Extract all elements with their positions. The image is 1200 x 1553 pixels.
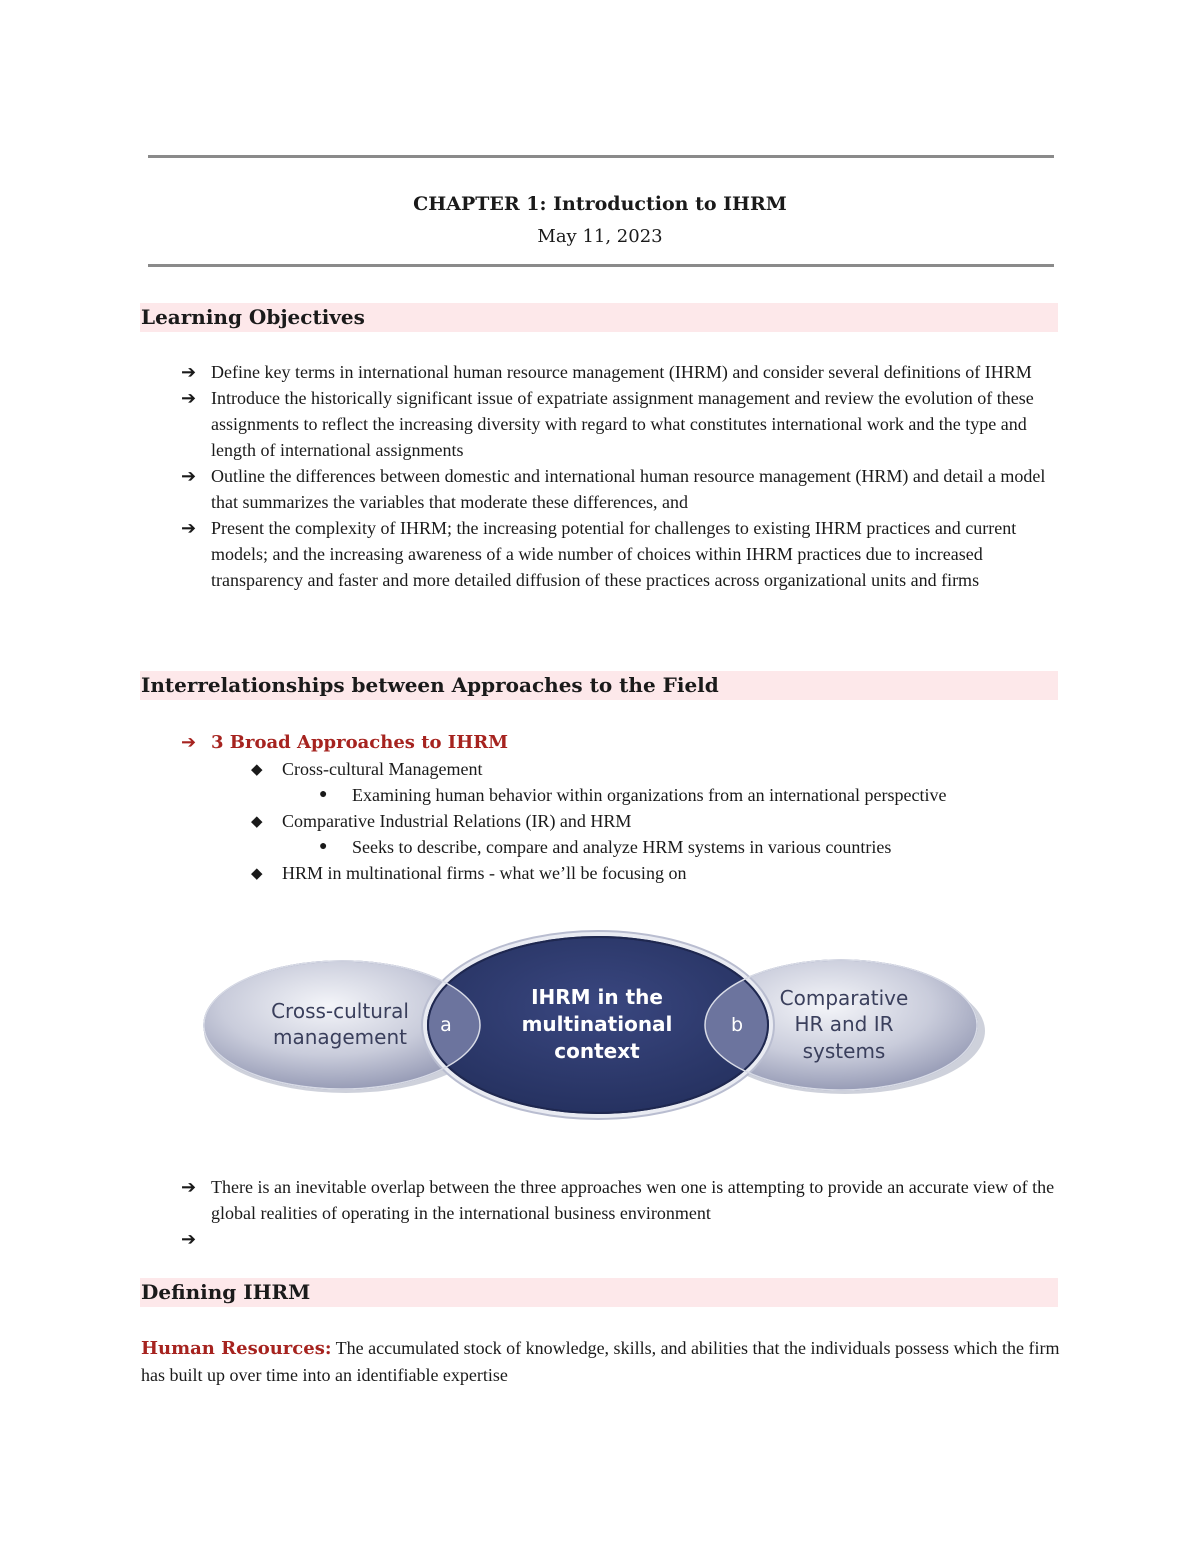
list-item xyxy=(0,1226,1056,1252)
right-label-line3: systems xyxy=(802,1039,886,1063)
right-arrow-icon: ➔ xyxy=(181,466,197,486)
list-item-text: Present the complexity of IHRM; the increasing potential for challenges to existing IHRM practices and current models; and the increasing awareness of a wide number of choices within IHRM practices due to increased transparency and faster and more detailed diffusion of these practices across organizational units and firms xyxy=(211,518,1017,590)
section-heading-learning-objectives: Learning Objectives xyxy=(141,305,365,329)
definition-paragraph xyxy=(141,1335,1061,1388)
approach-detail: Examining human behavior within organizations from an international perspective xyxy=(352,785,947,805)
right-arrow-icon: ➔ xyxy=(181,1177,197,1197)
top-rule xyxy=(148,155,1054,158)
list-item xyxy=(0,834,1056,860)
document-title: CHAPTER 1: Introduction to IHRM xyxy=(413,193,787,215)
ihrm-approaches-diagram xyxy=(200,918,1000,1140)
definition-term: Human Resources: xyxy=(141,1338,332,1359)
overlap-b-label: b xyxy=(730,1014,744,1036)
right-arrow-icon: ➔ xyxy=(181,518,197,538)
definition-text: The accumulated stock of knowledge, skills, and abilities that the individuals possess which the firm has built up over time into an identifiable expertise xyxy=(141,1338,1060,1385)
list-item xyxy=(0,756,1056,782)
right-arrow-icon: ➔ xyxy=(181,732,197,752)
right-label-line2: HR and IR xyxy=(794,1012,894,1036)
document-date: May 11, 2023 xyxy=(537,226,663,247)
list-item-text: Define key terms in international human resource management (IHRM) and consider several definitions of IHRM xyxy=(211,362,1032,382)
overlap-notes-list xyxy=(0,1174,1056,1252)
center-label-line1: IHRM in the xyxy=(531,985,663,1009)
approach-label: Comparative Industrial Relations (IR) and HRM xyxy=(282,811,632,831)
list-item xyxy=(0,808,1056,834)
right-label-line1: Comparative xyxy=(779,986,909,1010)
list-item-text: Introduce the historically significant issue of expatriate assignment management and review the evolution of these assignments to reflect the increasing diversity with regard to what constitutes international work and the type and length of international assignments xyxy=(211,388,1034,460)
approach-detail: Seeks to describe, compare and analyze HRM systems in various countries xyxy=(352,837,892,857)
right-arrow-icon: ➔ xyxy=(181,362,197,382)
center-label-line2: multinational xyxy=(521,1012,673,1036)
list-item-text: Outline the differences between domestic and international human resource management (HRM) and detail a model that summarizes the variables that moderate these differences, and xyxy=(211,466,1046,512)
center-label-line3: context xyxy=(554,1039,640,1063)
left-label-line1: Cross-cultural xyxy=(271,999,409,1023)
section-heading-defining: Defining IHRM xyxy=(141,1280,311,1304)
right-arrow-icon: ➔ xyxy=(181,388,197,408)
dot-bullet-icon: ● xyxy=(319,787,328,802)
left-label-line2: management xyxy=(273,1025,407,1049)
list-item xyxy=(0,515,1056,593)
section-heading-interrelationships: Interrelationships between Approaches to the Field xyxy=(141,673,719,697)
approach-label: HRM in multinational firms - what we’ll be focusing on xyxy=(282,863,687,883)
diamond-bullet-icon: ◆ xyxy=(251,762,263,778)
list-item xyxy=(0,782,1056,808)
list-item xyxy=(0,463,1056,515)
list-item xyxy=(0,359,1056,385)
overlap-a-label: a xyxy=(440,1014,452,1036)
approaches-list xyxy=(0,729,1056,886)
diamond-bullet-icon: ◆ xyxy=(251,814,263,830)
dot-bullet-icon: ● xyxy=(319,839,328,854)
approach-label: Cross-cultural Management xyxy=(282,759,483,779)
header-bottom-rule xyxy=(148,264,1054,267)
approaches-title: 3 Broad Approaches to IHRM xyxy=(211,732,509,753)
list-item xyxy=(0,1174,1056,1226)
learning-objectives-list xyxy=(0,359,1056,593)
list-item xyxy=(0,729,1056,756)
list-item-text: There is an inevitable overlap between the three approaches wen one is attempting to provide an accurate view of the global realities of operating in the international business environment xyxy=(211,1177,1055,1223)
right-arrow-icon: ➔ xyxy=(181,1229,197,1249)
list-item xyxy=(0,385,1056,463)
diamond-bullet-icon: ◆ xyxy=(251,866,263,882)
list-item xyxy=(0,860,1056,886)
